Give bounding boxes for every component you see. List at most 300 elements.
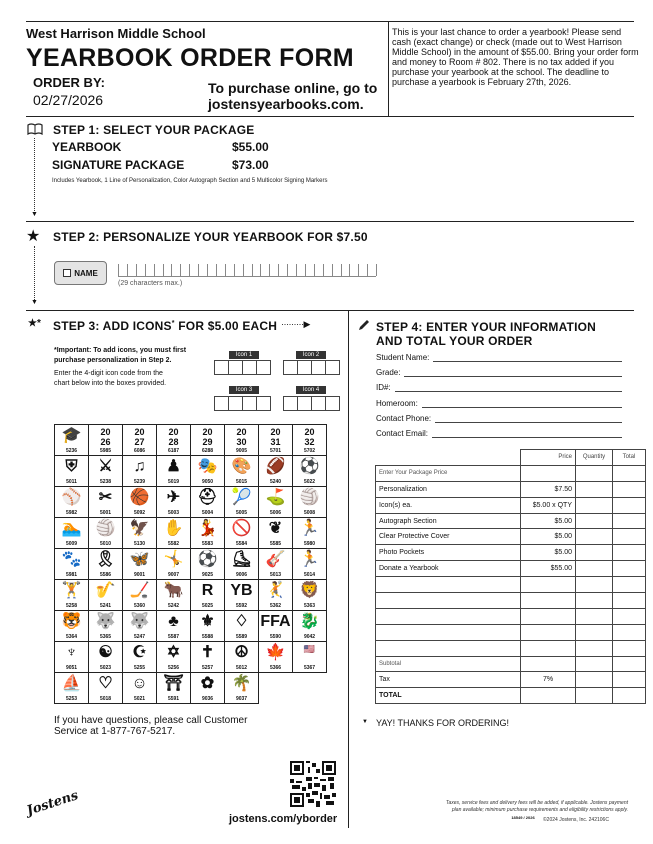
icon-chart-cell[interactable] [54, 641, 89, 673]
char-slot[interactable] [305, 264, 306, 276]
info-field-input[interactable] [395, 383, 622, 392]
row-total-input[interactable] [613, 481, 646, 497]
table-header-quantity: Quantity [576, 450, 613, 466]
table-header-row [376, 450, 646, 466]
icon-glyph: 20 32 [304, 427, 315, 447]
row-quantity-input[interactable] [576, 608, 613, 624]
row-quantity-input[interactable] [576, 640, 613, 656]
icon-chart-cell[interactable] [156, 610, 191, 642]
icon-code: 5013 [269, 572, 282, 578]
icon-chart-cell[interactable] [258, 424, 293, 456]
icon-chart-cell[interactable] [54, 672, 89, 704]
icon-chart-cell[interactable] [122, 486, 157, 518]
row-total-input[interactable] [613, 497, 646, 513]
icon-chart-cell[interactable] [292, 486, 327, 518]
yearbook-price: $55.00 [232, 140, 269, 154]
online-link[interactable]: jostensyearbooks.com. [208, 96, 364, 112]
icon-chart-cell[interactable] [122, 548, 157, 580]
name-char-input[interactable] [118, 276, 376, 277]
icon-chart-cell[interactable] [122, 517, 157, 549]
divider-step1 [26, 116, 634, 117]
icon-chart-cell[interactable] [224, 455, 259, 487]
table-header-price: Price [521, 450, 576, 466]
signature-package-label[interactable]: SIGNATURE PACKAGE [52, 158, 185, 172]
row-quantity-input[interactable] [576, 672, 613, 688]
step2-price: $7.50 [336, 230, 368, 244]
thanks-message: YAY! THANKS FOR ORDERING! [376, 718, 510, 728]
icon-4-input[interactable] [283, 396, 339, 411]
icon-chart-cell[interactable] [224, 641, 259, 673]
icon-code: 9037 [235, 696, 248, 702]
divider-step3 [26, 310, 634, 311]
icon-chart-cell[interactable] [122, 424, 157, 456]
icon-glyph: 20 28 [168, 427, 179, 447]
icon-chart-cell[interactable] [224, 424, 259, 456]
row-quantity-input[interactable] [576, 688, 613, 704]
icon-chart-cell[interactable] [224, 579, 259, 611]
icon-glyph: 🐉 [299, 613, 320, 630]
icon-glyph: R [201, 582, 214, 599]
char-slot[interactable] [260, 264, 261, 276]
icon-glyph: 🦋 [129, 551, 150, 568]
signature-package-note: Includes Yearbook, 1 Line of Personalization, Color Autograph Section and 5 Multicolor Signing Markers [52, 178, 328, 184]
icon-glyph: 🏐 [95, 520, 116, 537]
icon-code: 5701 [269, 448, 282, 454]
icon-code: 5586 [99, 572, 112, 578]
icon-chart-cell[interactable] [224, 486, 259, 518]
step4-title-line-2: AND TOTAL YOUR ORDER [376, 334, 533, 348]
icon-glyph: 20 27 [134, 427, 145, 447]
row-total-input[interactable] [613, 577, 646, 593]
icon-chart-cell[interactable] [224, 517, 259, 549]
char-slot[interactable] [171, 264, 172, 276]
icon-code: 6086 [133, 448, 146, 454]
info-field-input[interactable] [404, 368, 622, 377]
icon-glyph: ⛵ [61, 675, 82, 692]
info-field[interactable] [376, 383, 622, 392]
icon-code: 5006 [269, 510, 282, 516]
char-slot[interactable] [349, 264, 350, 276]
icon-code: 9001 [133, 572, 146, 578]
icon-chart-cell[interactable] [292, 424, 327, 456]
icon-code: 5584 [235, 541, 248, 547]
icon-code: 5130 [133, 541, 146, 547]
help-text [54, 715, 247, 737]
icon-glyph: 🎗 [95, 551, 116, 568]
icon-chart-cell[interactable] [122, 641, 157, 673]
icon-chart-cell[interactable] [88, 610, 123, 642]
icon-code: 5023 [99, 665, 112, 671]
icon-chart-cell[interactable] [258, 517, 293, 549]
row-label: Donate a Yearbook [376, 561, 521, 577]
icon-code: 5004 [201, 510, 214, 516]
icon-code: 9050 [201, 479, 214, 485]
icon-glyph: 🎓 [61, 427, 82, 444]
table-row [376, 529, 646, 545]
row-label: TOTAL [376, 688, 521, 704]
icon-glyph: 💃 [197, 520, 218, 537]
icon-glyph: ♟ [166, 458, 181, 475]
row-quantity-input[interactable] [576, 561, 613, 577]
info-field[interactable] [376, 414, 622, 423]
row-label: Tax [376, 672, 521, 688]
important-note [54, 346, 186, 366]
icon-chart-cell[interactable] [122, 610, 157, 642]
icon-glyph: 🏐 [299, 489, 320, 506]
jostens-logo: Jostens [24, 788, 81, 819]
icon-chart-cell[interactable] [258, 579, 293, 611]
icon-chart-cell[interactable] [122, 579, 157, 611]
important-line-2: purchase personalization in Step 2. [54, 357, 172, 364]
yearbook-label[interactable]: YEARBOOK [52, 140, 122, 154]
icon-code: 5589 [235, 634, 248, 640]
icon-chart-cell[interactable] [258, 610, 293, 642]
row-total-input[interactable] [613, 561, 646, 577]
icon-code: 5247 [133, 634, 146, 640]
icon-glyph: ⚽ [299, 458, 320, 475]
char-slot[interactable] [278, 264, 279, 276]
char-slot[interactable] [358, 264, 359, 276]
icon-chart-cell[interactable] [54, 548, 89, 580]
row-quantity-input[interactable] [576, 529, 613, 545]
char-slot[interactable] [287, 264, 288, 276]
icon-code: 5364 [65, 634, 78, 640]
icon-chart-cell[interactable] [190, 455, 225, 487]
icon-glyph: ⛸ [231, 551, 252, 568]
icon-chart-cell[interactable] [156, 455, 191, 487]
icon-chart-cell[interactable] [54, 455, 89, 487]
icon-glyph: 20 30 [236, 427, 247, 447]
row-quantity-input[interactable] [576, 465, 613, 481]
icon-chart-cell[interactable] [88, 672, 123, 704]
school-name: West Harrison Middle School [26, 26, 206, 41]
icon-glyph: ♢ [234, 613, 249, 630]
info-field-input[interactable] [432, 429, 622, 438]
icon-chart-cell[interactable] [156, 579, 191, 611]
icon-code: 5588 [201, 634, 214, 640]
icon-chart-cell[interactable] [88, 579, 123, 611]
icon-chart-row [54, 672, 334, 703]
char-slot[interactable] [323, 264, 324, 276]
icon-chart-cell[interactable] [156, 548, 191, 580]
icon-glyph: ⚔ [98, 458, 113, 475]
row-total-input[interactable] [613, 672, 646, 688]
icon-glyph: ⛨ [65, 458, 78, 475]
order-by-label: ORDER BY: [33, 75, 105, 90]
arrow-down-icon: ▼ [31, 299, 38, 306]
icon-chart-cell[interactable] [190, 672, 225, 704]
icon-chart-cell[interactable] [190, 517, 225, 549]
icon-code: 5001 [99, 510, 112, 516]
column-divider [348, 310, 349, 828]
icon-code: 5366 [269, 665, 282, 671]
info-field[interactable] [376, 399, 622, 408]
icon-code: 5009 [65, 541, 78, 547]
step2-title [53, 230, 368, 244]
icon-chart-row [54, 579, 334, 610]
icon-chart-cell[interactable] [190, 548, 225, 580]
icon-chart-row [54, 455, 334, 486]
icon-chart-cell[interactable] [88, 455, 123, 487]
char-slot[interactable] [163, 264, 164, 276]
icon-chart-cell[interactable] [292, 610, 327, 642]
icon-code: 5025 [201, 603, 214, 609]
icon-3-input[interactable] [214, 396, 270, 411]
char-slot[interactable] [189, 264, 190, 276]
row-quantity-input[interactable] [576, 624, 613, 640]
char-slot[interactable] [341, 264, 342, 276]
icon-code: 5980 [303, 541, 316, 547]
arrow-down-icon: ▼ [362, 719, 368, 725]
row-quantity-input[interactable] [576, 577, 613, 593]
icon-chart-row [54, 424, 334, 455]
char-slot[interactable] [225, 264, 226, 276]
icon-chart-cell[interactable] [88, 486, 123, 518]
icon-glyph: 🌴 [231, 675, 252, 692]
icon-chart-cell[interactable] [54, 424, 89, 456]
instruction-line-2: chart below into the boxes provided. [54, 380, 167, 387]
icon-chart-cell[interactable] [88, 517, 123, 549]
step3-title-text: STEP 3: ADD ICONS [53, 319, 172, 333]
row-total-input[interactable] [613, 688, 646, 704]
step3-each: EACH [242, 319, 278, 333]
row-quantity-input[interactable] [576, 497, 613, 513]
row-quantity-input[interactable] [576, 513, 613, 529]
char-limit-note: (29 characters max.) [118, 280, 183, 287]
icon-chart-row [54, 486, 334, 517]
icon-code: 5008 [303, 510, 316, 516]
icon-1-label: Icon 1 [229, 351, 259, 359]
row-total-input[interactable] [613, 513, 646, 529]
icon-chart-cell[interactable] [258, 641, 293, 673]
table-row [376, 481, 646, 497]
row-total-input[interactable] [613, 608, 646, 624]
icon-chart-cell[interactable] [292, 455, 327, 487]
icon-code: 5236 [65, 448, 78, 454]
icon-chart-cell[interactable] [156, 517, 191, 549]
row-total-input[interactable] [613, 624, 646, 640]
name-checkbox-button[interactable] [54, 261, 107, 285]
info-field-label: Contact Phone: [376, 413, 432, 423]
icon-code: 5255 [133, 665, 146, 671]
icon-glyph: 🐂 [163, 582, 184, 599]
icon-chart-cell[interactable] [88, 548, 123, 580]
row-price [521, 465, 576, 481]
checkbox-icon[interactable] [63, 269, 71, 277]
icon-instructions [54, 369, 166, 389]
icon-chart-cell[interactable] [54, 517, 89, 549]
icon-2-input[interactable] [283, 360, 339, 375]
icon-code: 5241 [99, 603, 112, 609]
copyright: ©2024 Jostens, Inc. 242106C [543, 817, 609, 823]
icon-glyph: ♣ [168, 613, 179, 630]
icon-chart-row [54, 610, 334, 641]
icon-code: 5367 [303, 665, 316, 671]
char-slot[interactable] [296, 264, 297, 276]
char-slot[interactable] [154, 264, 155, 276]
icon-glyph: 🎭 [197, 458, 218, 475]
icon-glyph: 🎸 [265, 551, 286, 568]
icon-chart-cell[interactable] [88, 424, 123, 456]
icon-chart-cell[interactable] [258, 486, 293, 518]
info-field[interactable] [376, 429, 622, 438]
icon-chart-cell[interactable] [190, 579, 225, 611]
row-quantity-input[interactable] [576, 545, 613, 561]
icon-code: 6288 [201, 448, 214, 454]
page-title: YEARBOOK ORDER FORM [26, 44, 354, 72]
icon-code: 5585 [269, 541, 282, 547]
icon-chart-cell[interactable] [292, 641, 327, 673]
table-row [376, 656, 646, 672]
icon-chart-cell[interactable] [54, 610, 89, 642]
icon-code: 5018 [99, 696, 112, 702]
icon-code: 9025 [201, 572, 214, 578]
icon-chart-cell[interactable] [292, 517, 327, 549]
row-price [521, 624, 576, 640]
icon-chart-cell[interactable] [54, 579, 89, 611]
icon-code: 5363 [303, 603, 316, 609]
char-slot[interactable] [145, 264, 146, 276]
icon-chart-cell[interactable] [122, 672, 157, 704]
icon-chart-cell[interactable] [156, 486, 191, 518]
char-slot[interactable] [252, 264, 253, 276]
icon-chart-cell[interactable] [190, 641, 225, 673]
icon-chart-cell[interactable] [224, 610, 259, 642]
icon-chart-cell[interactable] [54, 486, 89, 518]
icon-1-input[interactable] [214, 360, 270, 375]
arrow-right-icon: ·········▶ [281, 319, 310, 329]
icon-glyph: 🎾 [231, 489, 252, 506]
info-field-input[interactable] [422, 399, 622, 408]
icon-code: 5982 [65, 510, 78, 516]
char-slot[interactable] [127, 264, 128, 276]
icon-chart-cell[interactable] [190, 486, 225, 518]
icon-glyph: ✈ [166, 489, 181, 506]
table-row [376, 545, 646, 561]
row-label [376, 640, 521, 656]
char-slot[interactable] [118, 264, 119, 276]
icon-glyph: 🦅 [129, 520, 150, 537]
char-slot[interactable] [180, 264, 181, 276]
char-slot[interactable] [198, 264, 199, 276]
icon-chart-cell[interactable] [258, 548, 293, 580]
icon-chart-cell[interactable] [88, 641, 123, 673]
icon-code: 5092 [133, 510, 146, 516]
char-slot[interactable] [243, 264, 244, 276]
icon-glyph: 🎨 [231, 458, 252, 475]
char-slot[interactable] [136, 264, 137, 276]
info-field-label: ID#: [376, 383, 391, 393]
icon-chart-cell[interactable] [190, 610, 225, 642]
icon-chart-cell[interactable] [292, 548, 327, 580]
icon-glyph: ☪ [132, 644, 147, 661]
char-slot[interactable] [216, 264, 217, 276]
row-quantity-input[interactable] [576, 656, 613, 672]
icon-glyph: ✿ [200, 675, 215, 692]
row-total-input[interactable] [613, 593, 646, 609]
icon-glyph: ⚜ [200, 613, 215, 630]
step3-asterisk: * [171, 320, 175, 327]
icon-chart-cell[interactable] [156, 641, 191, 673]
char-slot[interactable] [234, 264, 235, 276]
online-line-1: To purchase online, go to [208, 80, 378, 96]
info-field[interactable] [376, 368, 622, 377]
icon-chart [54, 424, 334, 703]
icon-code: 5015 [235, 479, 248, 485]
icon-glyph: 🐺 [95, 613, 116, 630]
icon-chart-cell[interactable] [224, 548, 259, 580]
icon-chart-cell[interactable] [292, 579, 327, 611]
char-slot[interactable] [367, 264, 368, 276]
icon-code: 5702 [303, 448, 316, 454]
char-slot[interactable] [332, 264, 333, 276]
char-slot[interactable] [269, 264, 270, 276]
row-total-input[interactable] [613, 465, 646, 481]
info-field[interactable] [376, 353, 622, 362]
icon-glyph: 🦁 [299, 582, 320, 599]
icon-chart-cell[interactable] [156, 672, 191, 704]
char-slot[interactable] [314, 264, 315, 276]
icon-chart-cell[interactable] [122, 455, 157, 487]
order-total-table [375, 449, 646, 704]
icon-glyph: 🏃 [299, 520, 320, 537]
row-total-input[interactable] [613, 545, 646, 561]
step1-title: STEP 1: SELECT YOUR PACKAGE [53, 123, 255, 137]
icon-code: 5362 [269, 603, 282, 609]
char-slot[interactable] [376, 264, 377, 276]
row-label [376, 608, 521, 624]
icon-glyph: 🏒 [129, 582, 150, 599]
row-total-input[interactable] [613, 529, 646, 545]
step3-title [53, 319, 277, 333]
icon-glyph: ⛩ [163, 675, 184, 692]
qr-code-icon[interactable] [290, 761, 336, 807]
icon-glyph: ☯ [98, 644, 113, 661]
icon-glyph: 🐯 [61, 613, 82, 630]
row-label: Icon(s) ea. [376, 497, 521, 513]
row-price [521, 593, 576, 609]
icon-chart-cell[interactable] [190, 424, 225, 456]
row-total-input[interactable] [613, 656, 646, 672]
info-field-input[interactable] [433, 353, 622, 362]
icon-glyph: 🏀 [129, 489, 150, 506]
row-total-input[interactable] [613, 640, 646, 656]
row-label: Enter Your Package Price [376, 465, 521, 481]
table-header-blank [376, 450, 521, 466]
row-quantity-input[interactable] [576, 481, 613, 497]
icon-code: 5019 [167, 479, 180, 485]
icon-glyph: ☮ [234, 644, 249, 661]
info-field-input[interactable] [435, 414, 622, 423]
row-label: Personalization [376, 481, 521, 497]
icon-code: 5240 [269, 479, 282, 485]
icon-code: 9042 [303, 634, 316, 640]
footer-url[interactable]: jostens.com/yborder [229, 813, 338, 825]
row-label [376, 624, 521, 640]
important-line-1: *Important: To add icons, you must first [54, 347, 187, 354]
icon-chart-cell[interactable] [224, 672, 259, 704]
icon-chart-cell[interactable] [258, 455, 293, 487]
table-header-total: Total [613, 450, 646, 466]
icon-chart-cell[interactable] [156, 424, 191, 456]
char-slot[interactable] [207, 264, 208, 276]
icon-glyph: ⛑ [197, 489, 218, 506]
icon-code: 6187 [167, 448, 180, 454]
info-field-label: Grade: [376, 368, 401, 378]
table-row [376, 624, 646, 640]
row-quantity-input[interactable] [576, 593, 613, 609]
icon-code: 5587 [167, 634, 180, 640]
